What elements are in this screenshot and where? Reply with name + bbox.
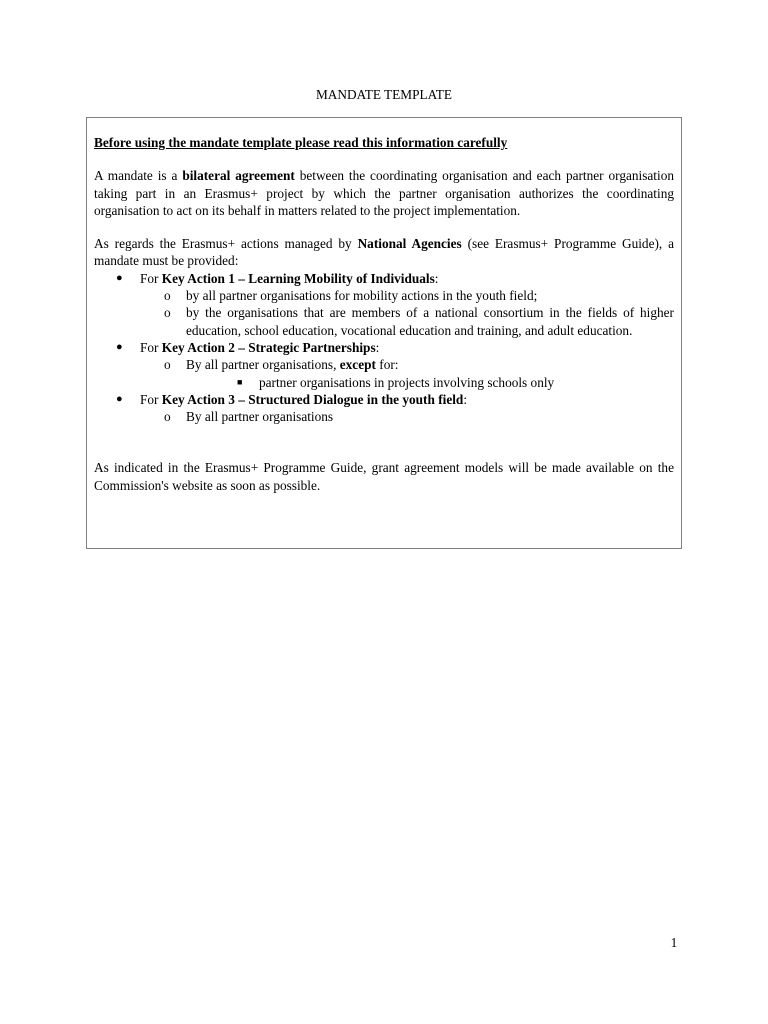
list-item-ka1: ● For Key Action 1 – Learning Mobility of Individuals:: [116, 270, 439, 286]
list-item-ka3-partners: o By all partner organisations: [164, 409, 334, 425]
bullet-icon: ●: [116, 340, 123, 353]
regards-paragraph: As regards the Erasmus+ actions managed by National Agencies (see Erasmus+ Programme Guide), a mandate must be provided:: [94, 236, 675, 269]
bullet-icon: ●: [116, 271, 123, 284]
page-title: MANDATE TEMPLATE: [315, 87, 453, 102]
box-heading: Before using the mandate template please read this information carefully: [94, 135, 508, 150]
list-item-ka1-consortium: o by the organisations that are members of a national consortium in the fields of higher education, school education, vocational education and training, and adult education.: [164, 305, 674, 338]
intro-paragraph: A mandate is a bilateral agreement between the coordinating organisation and each partner organisation taking part in an Erasmus+ project by which the partner organisation authorizes the coordinating organisation to act on its behalf in matters related to the project implementation.: [94, 168, 674, 218]
list-item-ka3: ● For Key Action 3 – Structured Dialogue in the youth field:: [116, 391, 468, 407]
page-number: 1: [670, 935, 678, 950]
national-agencies-term: National Agencies: [357, 236, 462, 252]
circle-bullet-icon: o: [164, 409, 171, 425]
information-box: [86, 117, 682, 549]
closing-paragraph: As indicated in the Erasmus+ Programme Guide, grant agreement models will be made available on the Commission's website as soon as possible.: [94, 460, 674, 493]
list-item-ka2-partners: o By all partner organisations, except for:: [164, 357, 399, 373]
circle-bullet-icon: o: [164, 357, 171, 373]
circle-bullet-icon: o: [164, 288, 171, 304]
circle-bullet-icon: o: [164, 305, 171, 321]
list-item-ka2-schools: ■ partner organisations in projects involving schools only: [237, 374, 555, 390]
bilateral-agreement-term: bilateral agreement: [182, 168, 295, 184]
square-bullet-icon: ■: [237, 376, 243, 387]
bullet-icon: ●: [116, 392, 123, 405]
list-item-ka1-youth: o by all partner organisations for mobility actions in the youth field;: [164, 288, 538, 304]
list-item-ka2: ● For Key Action 2 – Strategic Partnerships:: [116, 339, 380, 355]
